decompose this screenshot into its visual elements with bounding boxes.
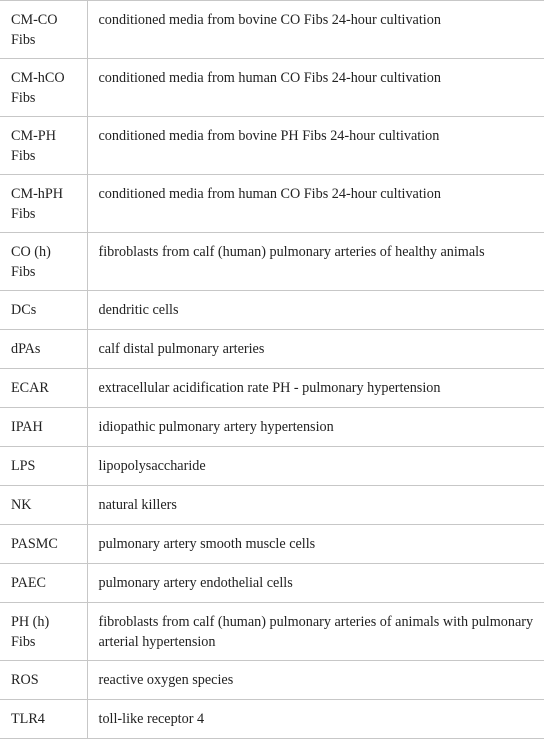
table-row — [0, 117, 544, 175]
table-row — [0, 233, 544, 291]
table-row — [0, 486, 544, 525]
abbreviation-cell: PASMC — [0, 525, 87, 564]
definition-cell: lipopolysaccharide — [87, 447, 544, 486]
definition-cell: calf distal pulmonary arteries — [87, 330, 544, 369]
definition-cell: pulmonary artery endothelial cells — [87, 564, 544, 603]
definition-cell: conditioned media from bovine PH Fibs 24-hour cultivation — [87, 117, 544, 175]
abbreviation-cell: CM-hCO Fibs — [0, 59, 87, 117]
table-row — [0, 330, 544, 369]
table-row — [0, 525, 544, 564]
table-row — [0, 408, 544, 447]
abbreviation-cell: dPAs — [0, 330, 87, 369]
abbreviation-cell: LPS — [0, 447, 87, 486]
abbreviation-cell: DCs — [0, 291, 87, 330]
definition-cell: fibroblasts from calf (human) pulmonary arteries of animals with pulmonary arterial hypertension — [87, 603, 544, 661]
abbreviation-cell: CO (h) Fibs — [0, 233, 87, 291]
abbreviation-cell: IPAH — [0, 408, 87, 447]
table-row — [0, 564, 544, 603]
table-row — [0, 175, 544, 233]
table-row — [0, 700, 544, 739]
abbreviation-cell: CM-hPH Fibs — [0, 175, 87, 233]
definition-cell: conditioned media from human CO Fibs 24-hour cultivation — [87, 59, 544, 117]
definition-cell: idiopathic pulmonary artery hypertension — [87, 408, 544, 447]
table-row — [0, 1, 544, 59]
table-row — [0, 661, 544, 700]
abbreviation-cell: ECAR — [0, 369, 87, 408]
definition-cell: conditioned media from bovine CO Fibs 24-hour cultivation — [87, 1, 544, 59]
definition-cell: dendritic cells — [87, 291, 544, 330]
definition-cell: fibroblasts from calf (human) pulmonary arteries of healthy animals — [87, 233, 544, 291]
definition-cell: natural killers — [87, 486, 544, 525]
abbreviation-cell: TLR4 — [0, 700, 87, 739]
abbreviation-cell: ROS — [0, 661, 87, 700]
definition-cell: reactive oxygen species — [87, 661, 544, 700]
definition-cell: pulmonary artery smooth muscle cells — [87, 525, 544, 564]
abbreviation-cell: NK — [0, 486, 87, 525]
table-row — [0, 59, 544, 117]
abbreviation-cell: PAEC — [0, 564, 87, 603]
definition-cell: extracellular acidification rate PH - pulmonary hypertension — [87, 369, 544, 408]
table-row — [0, 291, 544, 330]
table-row — [0, 369, 544, 408]
table-row — [0, 603, 544, 661]
abbreviation-cell: PH (h) Fibs — [0, 603, 87, 661]
definition-cell: toll-like receptor 4 — [87, 700, 544, 739]
table-row — [0, 447, 544, 486]
abbreviation-cell: CM-PH Fibs — [0, 117, 87, 175]
definition-cell: conditioned media from human CO Fibs 24-hour cultivation — [87, 175, 544, 233]
abbreviation-cell: CM-CO Fibs — [0, 1, 87, 59]
